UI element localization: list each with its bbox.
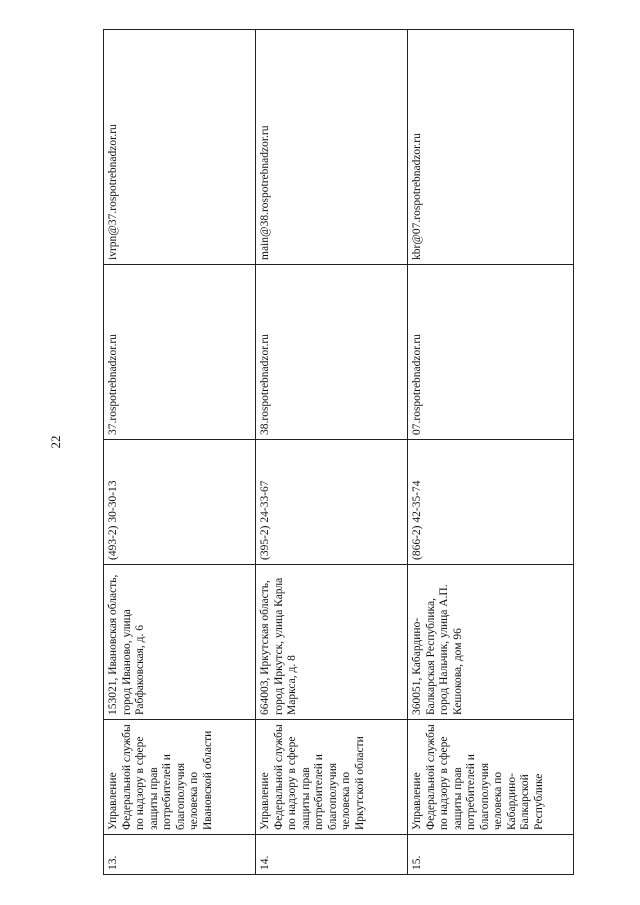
row-number: 14. — [256, 835, 408, 875]
office-address: 360051, Кабардино-Балкарская Республика, город Нальчик, улица А.П. Кешокова, дом 96 — [408, 565, 574, 720]
office-address: 153021, Ивановская область, город Иваново, улица Рабфаковская, д. 6 — [104, 565, 256, 720]
office-email: kbr@07.rospotrebnadzor.ru — [408, 30, 574, 265]
page-number: 22 — [48, 435, 63, 449]
office-name: Управление Федеральной службы по надзору в сфере защиты прав потребителей и благополучия человека по Иркутской области — [256, 720, 408, 835]
table-row — [256, 30, 408, 875]
office-email: main@38.rospotrebnadzor.ru — [256, 30, 408, 265]
office-name: Управление Федеральной службы по надзору в сфере защиты прав потребителей и благополучия человека по Ивановской области — [104, 720, 256, 835]
row-number: 15. — [408, 835, 574, 875]
office-phone: (866-2) 42-35-74 — [408, 440, 574, 565]
office-email: ivrpn@37.rospotrebnadzor.ru — [104, 30, 256, 265]
rotated-table-container — [103, 30, 573, 875]
office-website: 07.rospotrebnadzor.ru — [408, 265, 574, 440]
office-address: 664003, Иркутская область, город Иркутск, улица Карла Маркса, д. 8 — [256, 565, 408, 720]
table-row — [104, 30, 256, 875]
office-name: Управление Федеральной службы по надзору в сфере защиты прав потребителей и благополучия человека по Кабардино-Балкарской Республике — [408, 720, 574, 835]
office-phone: (395-2) 24-33-67 — [256, 440, 408, 565]
office-website: 37.rospotrebnadzor.ru — [104, 265, 256, 440]
office-phone: (493-2) 30-30-13 — [104, 440, 256, 565]
row-number: 13. — [104, 835, 256, 875]
table-row — [408, 30, 574, 875]
rospotrebnadzor-offices-table — [103, 29, 574, 875]
office-website: 38.rospotrebnadzor.ru — [256, 265, 408, 440]
